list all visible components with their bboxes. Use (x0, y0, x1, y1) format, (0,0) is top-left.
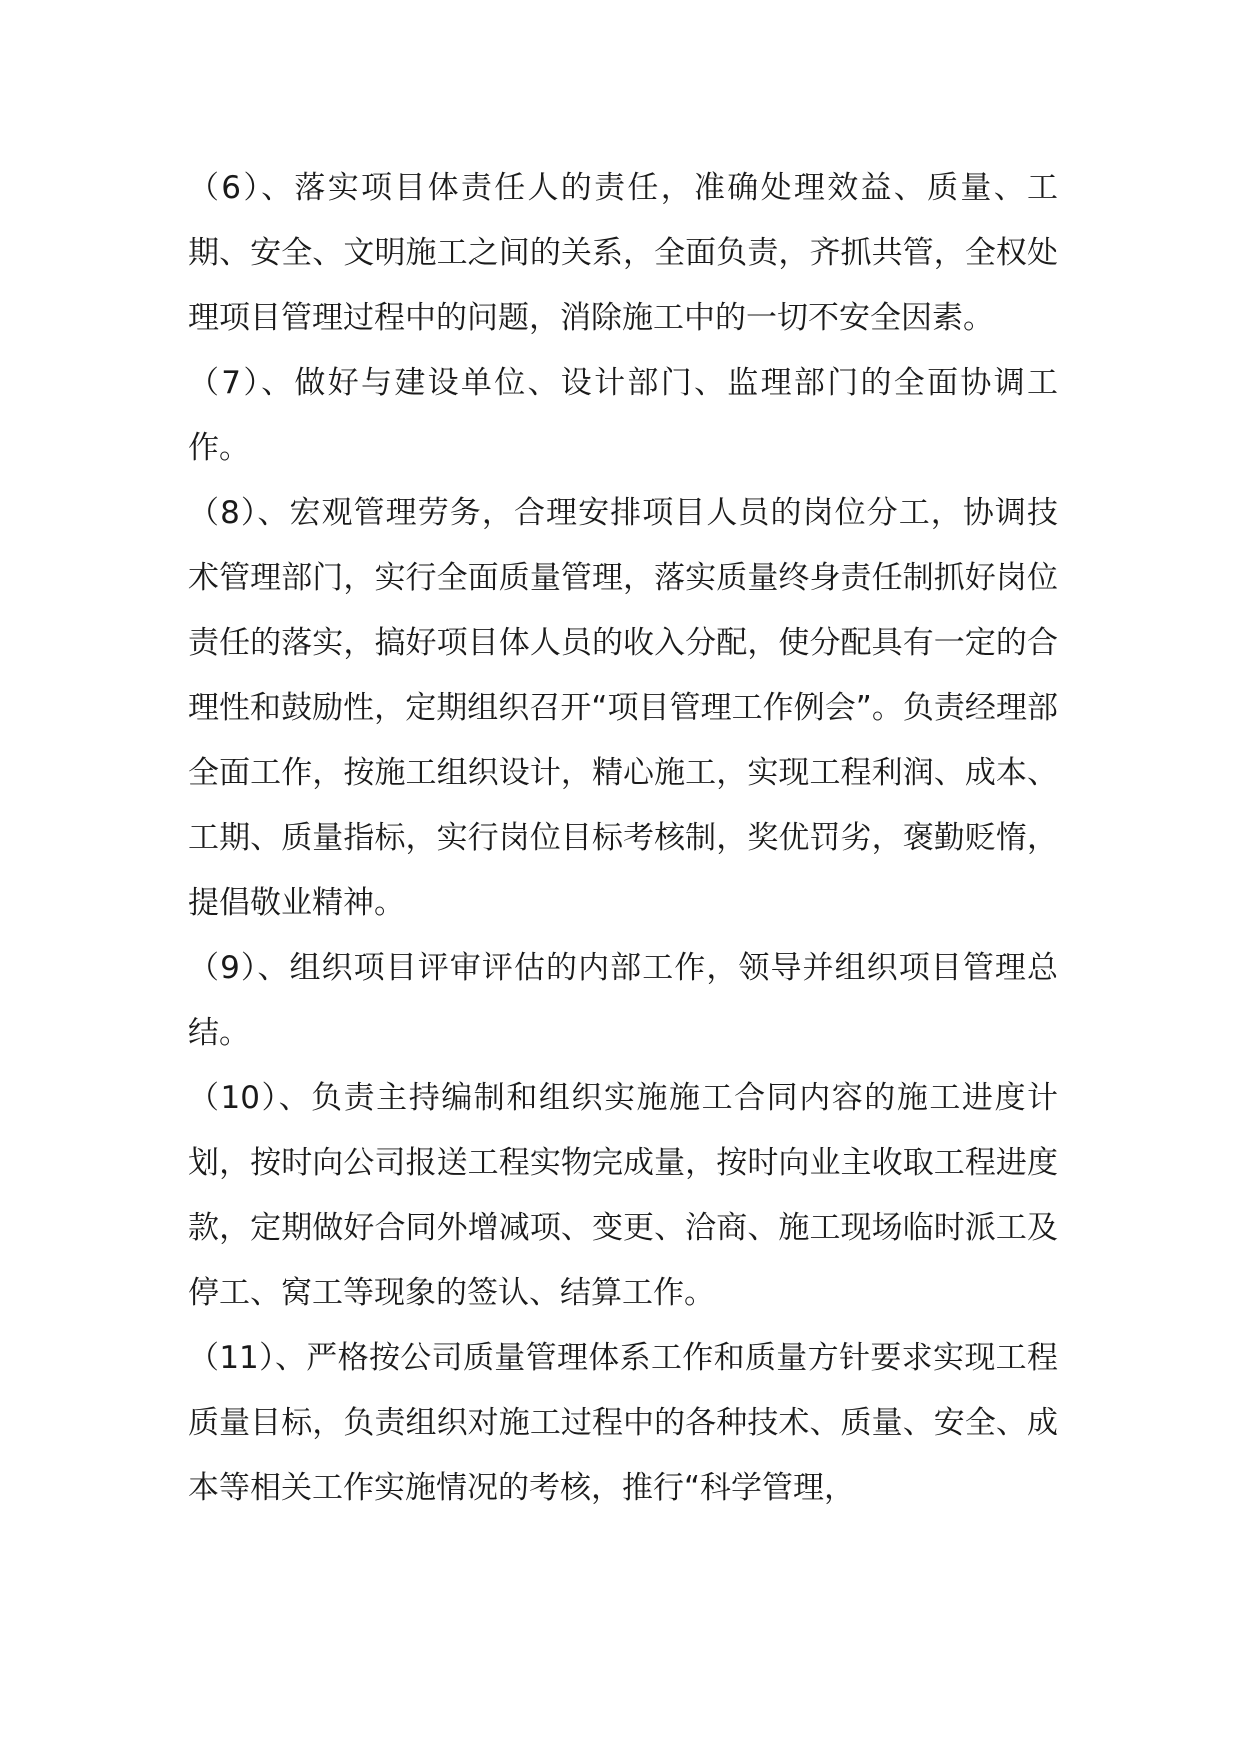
paragraph-item-11: （11）、严格按公司质量管理体系工作和质量方针要求实现工程质量目标，负责组织对施工过程中的各种技术、质量、安全、成本等相关工作实施情况的考核，推行“科学管理， (188, 1340, 1058, 1506)
paragraph-item-7: （7）、做好与建设单位、设计部门、监理部门的全面协调工作。 (188, 365, 1058, 466)
document-body (188, 156, 1058, 1521)
paragraph-item-6: （6）、落实项目体责任人的责任，准确处理效益、质量、工期、安全、文明施工之间的关系，全面负责，齐抓共管，全权处理项目管理过程中的问题，消除施工中的一切不安全因素。 (188, 170, 1058, 336)
paragraph-item-8: （8）、宏观管理劳务，合理安排项目人员的岗位分工，协调技术管理部门，实行全面质量管理，落实质量终身责任制抓好岗位责任的落实，搞好项目体人员的收入分配，使分配具有一定的合理性和鼓励性，定期组织召开“项目管理工作例会”。负责经理部全面工作，按施工组织设计，精心施工，实现工程利润、成本、工期、质量指标，实行岗位目标考核制，奖优罚劣，褒勤贬惰，提倡敬业精神。 (188, 495, 1058, 921)
paragraph-item-10: （10）、负责主持编制和组织实施施工合同内容的施工进度计划，按时向公司报送工程实物完成量，按时向业主收取工程进度款，定期做好合同外增减项、变更、洽商、施工现场临时派工及停工、窝工等现象的签认、结算工作。 (188, 1080, 1058, 1311)
paragraph-item-9: （9）、组织项目评审评估的内部工作，领导并组织项目管理总结。 (188, 950, 1058, 1051)
